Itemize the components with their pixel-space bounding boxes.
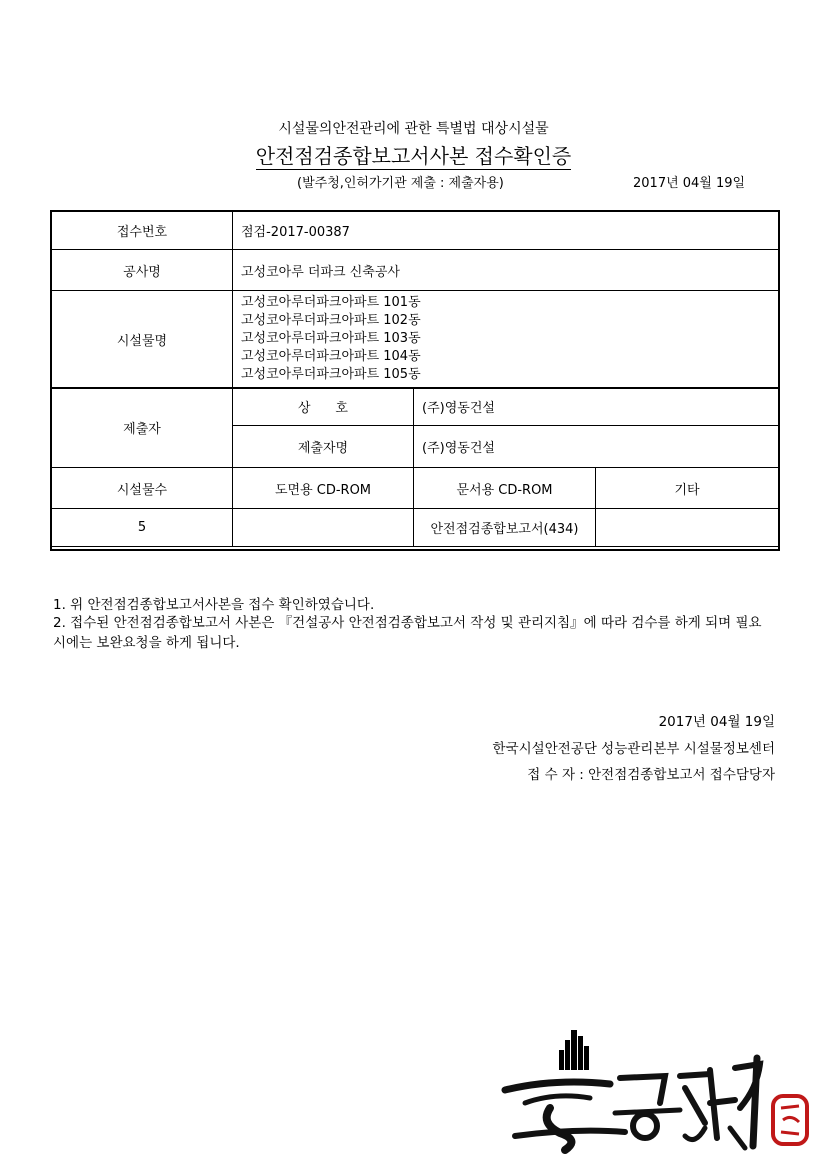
footer-receiver: 접 수 자 : 안전점검종합보고서 접수담당자 — [527, 767, 775, 783]
confirmation-paragraph: 1. 위 안전점검종합보고서사본을 접수 확인하였습니다. — [53, 597, 375, 613]
drawing-cd-label: 도면용 CD-ROM — [233, 468, 414, 509]
submitter-name-value: (주)영동건설 — [414, 426, 779, 468]
other-value — [596, 509, 779, 547]
project-value: 고성코아루 더파크 신축공사 — [233, 250, 779, 291]
table-row — [52, 291, 779, 388]
list-item: 고성코아루더파크아파트 105동 — [241, 367, 421, 382]
receipt-table — [51, 211, 779, 547]
other-label: 기타 — [596, 468, 779, 509]
list-item: 고성코아루더파크아파트 104동 — [241, 349, 421, 364]
company-logo — [495, 1028, 815, 1163]
receipt-no-label: 접수번호 — [52, 212, 233, 250]
document-cd-value: 안전점검종합보고서(434) — [414, 509, 596, 547]
table-row — [52, 250, 779, 291]
document-cd-label: 문서용 CD-ROM — [414, 468, 596, 509]
count-label: 시설물수 — [52, 468, 233, 509]
submission-note: (발주청,인허가기관 제출 : 제출자용) — [297, 176, 504, 191]
submitter-name-label: 제출자명 — [233, 426, 414, 468]
seal-stamp — [773, 1096, 807, 1144]
calligraphy-strokes — [505, 1058, 760, 1150]
list-item: 고성코아루더파크아파트 101동 — [241, 295, 421, 310]
list-item: 고성코아루더파크아파트 102동 — [241, 313, 421, 328]
table-divider — [50, 387, 778, 389]
submitter-label: 제출자 — [52, 388, 233, 468]
table-row — [52, 212, 779, 250]
table-row — [52, 509, 779, 547]
building-icon — [559, 1030, 589, 1070]
company-label: 상 호 — [233, 388, 414, 426]
list-item: 고성코아루더파크아파트 103동 — [241, 331, 421, 346]
company-value: (주)영동건설 — [414, 388, 779, 426]
document-title-text: 안전점검종합보고서사본 접수확인증 — [255, 144, 572, 168]
count-value: 5 — [52, 509, 233, 547]
inspection-paragraph: 2. 접수된 안전점검종합보고서 사본은 『건설공사 안전점검종합보고서 작성 및 관리지침』에 따라 검수를 하게 되며 필요시에는 보완요청을 하게 됩니다. — [53, 615, 762, 651]
receipt-no-value: 점검-2017-00387 — [233, 212, 779, 250]
facility-label: 시설물명 — [52, 291, 233, 388]
footer-date: 2017년 04월 19일 — [658, 714, 775, 730]
facility-list — [233, 291, 779, 388]
footer-organization: 한국시설안전공단 성능관리본부 시설물정보센터 — [492, 741, 775, 757]
table-row — [52, 388, 779, 426]
table-row — [52, 468, 779, 509]
document-subtitle: 시설물의안전관리에 관한 특별법 대상시설물 — [278, 121, 549, 137]
drawing-cd-value — [233, 509, 414, 547]
document-title — [0, 140, 827, 169]
header-date: 2017년 04월 19일 — [633, 176, 746, 191]
project-label: 공사명 — [52, 250, 233, 291]
